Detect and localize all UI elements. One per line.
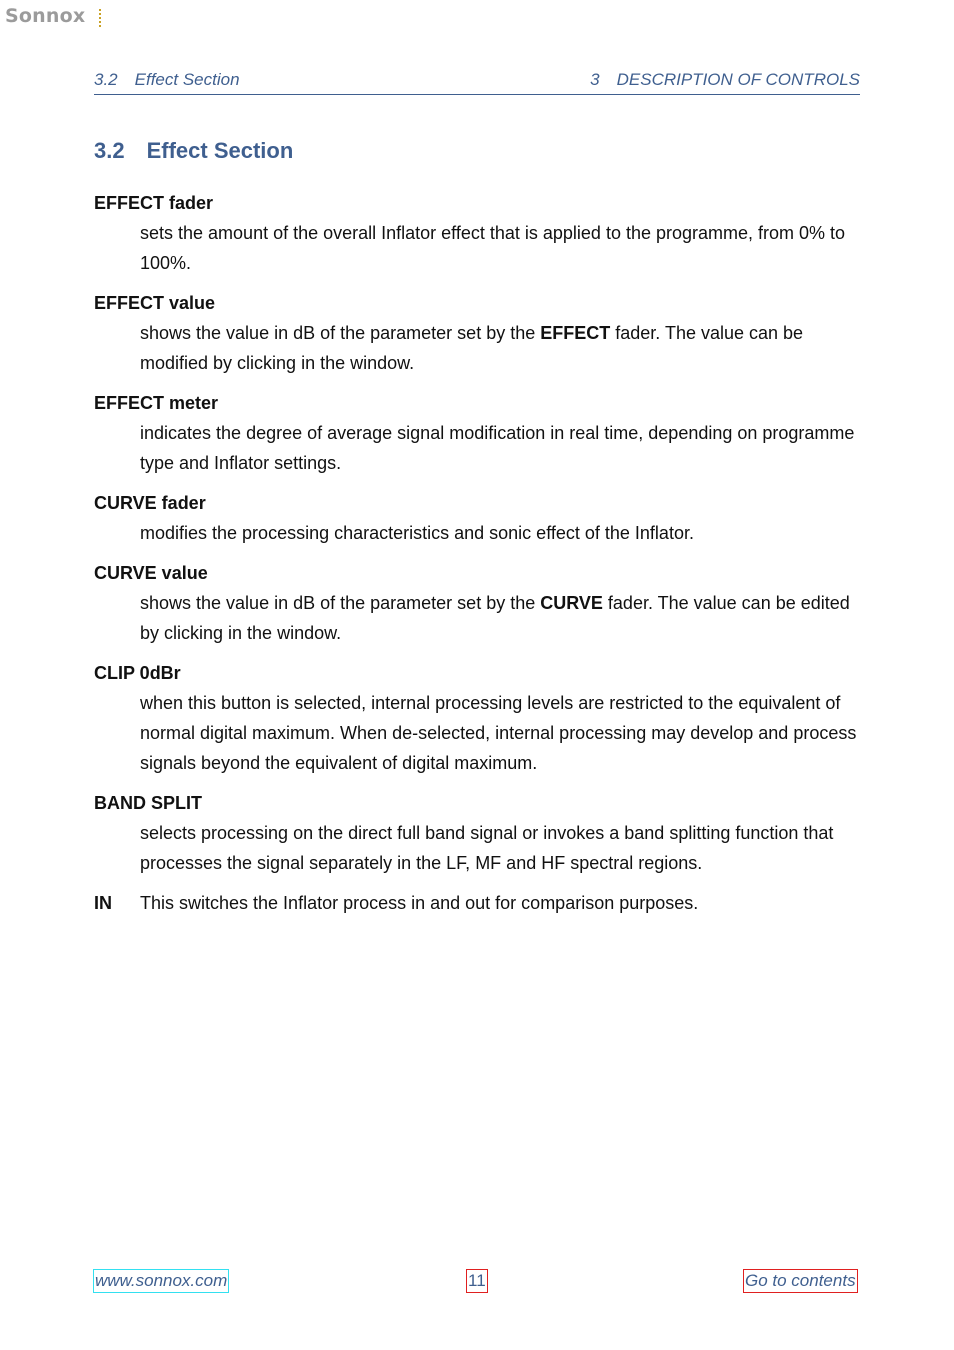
- description-text: fader. The value can be modified by clicking in the window.: [140, 323, 804, 373]
- running-header-section-number: 3.2: [94, 70, 118, 89]
- entry-curve-fader: [94, 488, 860, 548]
- description-bold-term: CURVE: [540, 593, 603, 613]
- go-to-contents-link[interactable]: Go to contents: [743, 1269, 858, 1293]
- entry-term: CURVE value: [94, 563, 208, 583]
- logo-dots-decoration: [99, 9, 101, 27]
- entry-description: This switches the Inflator process in and out for comparison purposes.: [140, 893, 699, 913]
- entry-term: EFFECT meter: [94, 393, 219, 413]
- definition-list: [94, 188, 860, 928]
- description-text: shows the value in dB of the parameter set by the: [140, 323, 541, 343]
- entry-term: CLIP 0dBr: [94, 663, 181, 683]
- entry-effect-meter: [94, 388, 860, 478]
- entry-term: EFFECT value: [94, 293, 216, 313]
- entry-description: selects processing on the direct full band signal or invokes a band splitting function that processes the signal separately in the LF, MF and HF spectral regions.: [140, 823, 834, 873]
- section-title: Effect Section: [146, 138, 294, 163]
- running-header-right: [590, 70, 860, 90]
- entry-description: [94, 318, 860, 378]
- entry-description: when this button is selected, internal processing levels are restricted to the equivalent of normal digital maximum. When de-selected, internal processing may develop and process signals beyond the equivalent of digital maximum.: [140, 693, 857, 773]
- sonnox-logo: Sonnox: [5, 5, 86, 27]
- running-header-chapter-number: 3: [590, 70, 600, 89]
- running-header: [94, 70, 860, 95]
- entry-term: EFFECT fader: [94, 193, 214, 213]
- entry-description: modifies the processing characteristics and sonic effect of the Inflator.: [140, 523, 694, 543]
- section-heading: [94, 138, 293, 164]
- running-header-section-title: Effect Section: [134, 70, 240, 89]
- section-number: 3.2: [94, 138, 125, 163]
- website-link[interactable]: www.sonnox.com: [93, 1269, 229, 1293]
- entry-band-split: [94, 788, 860, 878]
- entry-term: CURVE fader: [94, 493, 206, 513]
- entry-description: [94, 588, 860, 648]
- entry-in: [94, 888, 860, 918]
- description-text: shows the value in dB of the parameter set by the: [140, 593, 541, 613]
- entry-effect-fader: [94, 188, 860, 278]
- entry-term: BAND SPLIT: [94, 793, 202, 813]
- entry-effect-value: [94, 288, 860, 378]
- entry-clip-0dbr: [94, 658, 860, 778]
- description-text: fader. The value can be edited by clicking in the window.: [140, 593, 850, 643]
- entry-description: indicates the degree of average signal modification in real time, depending on programme type and Inflator settings.: [140, 423, 855, 473]
- entry-description: sets the amount of the overall Inflator effect that is applied to the programme, from 0% to 100%.: [140, 223, 846, 273]
- running-header-chapter-title: DESCRIPTION OF CONTROLS: [616, 70, 860, 89]
- page-number-link[interactable]: 11: [466, 1269, 488, 1293]
- entry-curve-value: [94, 558, 860, 648]
- description-bold-term: EFFECT: [540, 323, 611, 343]
- entry-term: IN: [94, 893, 112, 913]
- running-header-left: [94, 70, 240, 90]
